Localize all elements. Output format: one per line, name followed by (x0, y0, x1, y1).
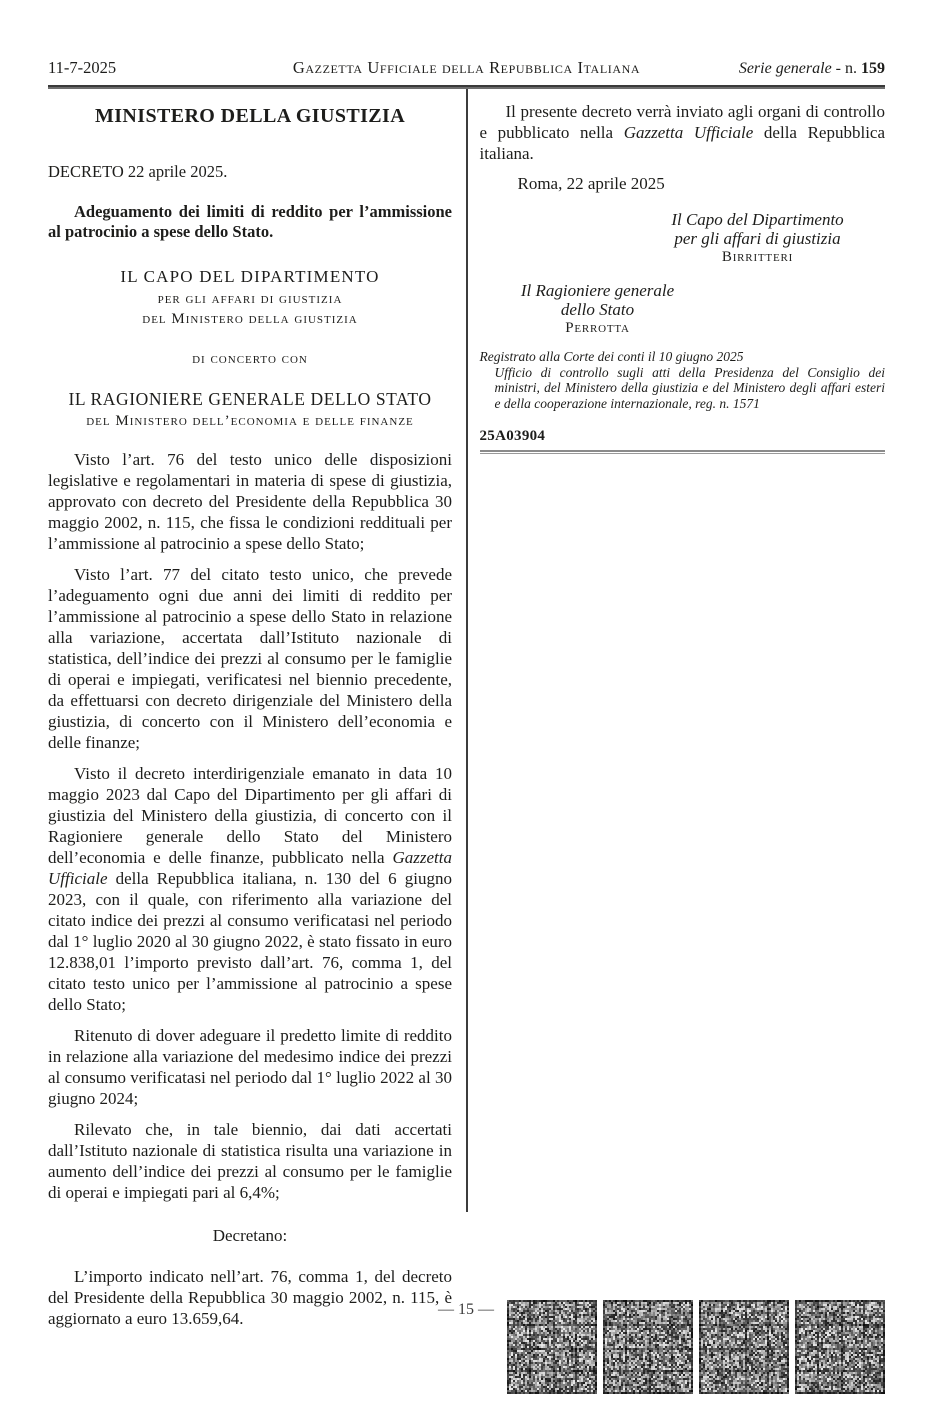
registration-office: Ufficio di controllo sugli atti della Presidenza del Consiglio dei ministri, del Ministero della giustizia e del Ministero degli affari esteri e della cooperazione internazionale, reg. n. 1571 (494, 364, 885, 411)
datamatrix-barcode-icon (699, 1300, 789, 1394)
signature-name: Perrotta (565, 320, 630, 336)
publication-title: Gazzetta Ufficiale della Repubblica Italiana (292, 58, 641, 77)
running-head (48, 58, 885, 78)
series-label: Serie generale (738, 60, 832, 77)
column-divider-rule (466, 89, 468, 1212)
decree-subject: Adeguamento dei limiti di reddito per l’ammissione al patrocinio a spese dello Stato. (48, 202, 452, 241)
authority-capo-subline-2: del Ministero della giustizia (142, 311, 358, 327)
paragraph-segment: Il presente decreto verrà inviato agli organi di controllo e pubblicato nella (479, 102, 885, 142)
decretano-heading: Decretano: (212, 1226, 288, 1245)
series-number-prefix: - n. (831, 60, 861, 77)
barcode-strip (507, 1300, 885, 1394)
page-number: — 15 — (438, 1301, 494, 1318)
paragraph-ritenuto: Ritenuto di dover adeguare il predetto limite di reddito in relazione alla variazione del medesimo indice dei prezzi al consumo verificatasi nel periodo dal 1° luglio 2022 al 30 giugno 2024; (48, 1026, 452, 1108)
authority-capo-heading: IL CAPO DEL DIPARTIMENTO (120, 267, 380, 286)
paragraph-presente-decreto (480, 101, 886, 164)
issue-date: 11-7-2025 (48, 58, 117, 77)
series-info (705, 60, 885, 78)
paragraph-segment: della Repubblica italiana, n. 130 del 6 giugno 2023, con il quale, con riferimento alla variazione del citato indice dei prezzi al consumo verificatasi nel periodo dal 1° luglio 2020 al 30 giugno 2022, è stato fissato in euro 12.838,01 l’importo previsto dall’art. 76, comma 1, del citato testo unico per l’ammissione al patrocinio a spese dello Stato; (48, 869, 452, 1014)
series-number: 159 (861, 60, 885, 77)
signature-role: Il Capo del Dipartimento (671, 210, 844, 229)
paragraph-importo-aggiornato: L’importo indicato nell’art. 76, comma 1, del decreto del Presidente della Repubblica 30 maggio 2002, n. 115, è aggiornato a euro 13.659,64. (48, 1267, 452, 1328)
signature-name: Birritteri (721, 249, 794, 265)
signature-capo-dipartimento (630, 210, 885, 266)
signature-role: Il Ragioniere generale (520, 281, 675, 300)
right-column (480, 89, 886, 1214)
registration-note (480, 349, 886, 411)
authority-capo-subline-1: per gli affari di giustizia (157, 291, 343, 307)
decree-preamble (48, 449, 452, 1329)
datamatrix-barcode-icon (795, 1300, 885, 1394)
signature-role: dello Stato (560, 300, 635, 319)
signature-ragioniere-generale (488, 281, 708, 337)
authority-capo-subline (48, 289, 452, 329)
decree-date-line: DECRETO 22 aprile 2025. (48, 162, 228, 181)
authority-ragioniere-heading: IL RAGIONIERE GENERALE DELLO STATO (68, 389, 432, 409)
paragraph-visto-art-77: Visto l’art. 77 del citato testo unico, che prevede l’adeguamento ogni due anni dei limiti di reddito per l’ammissione al patrocinio a spese dello Stato in relazione alla variazione, accertata dall’Istituto nazionale di statistica, dell’indice dei prezzi al consumo per le famiglie di operai e impiegati, verificatesi nel biennio precedente, da effettuarsi con decreto dirigenziale del Ministero della giustizia, di concerto con il Ministero dell’economia e delle finanze; (48, 565, 452, 752)
datamatrix-barcode-icon (507, 1300, 597, 1394)
paragraph-visto-art-76: Visto l’art. 76 del testo unico delle disposizioni legislative e regolamentari in materia di spese di giustizia, approvato con decreto del Presidente della Repubblica 30 maggio 2002, n. 115, che fissa le condizioni reddituali per l’ammissione al patrocinio a spese dello Stato; (48, 450, 452, 553)
paragraph-segment: della Repubblica italiana. (479, 123, 886, 163)
paragraph-segment: Visto il decreto interdirigenziale emanato in data 10 maggio 2023 dal Capo del Dipartimento per gli affari di giustizia del Ministero della giustizia, di concerto con il Ragioniere generale dello Stato del Ministero dell’economia e delle finanze, pubblicato nella (48, 764, 452, 867)
registration-line: Registrato alla Corte dei conti il 10 giugno 2025 (479, 349, 744, 364)
authority-ragioniere-subline: del Ministero dell’economia e delle finanze (86, 413, 414, 429)
gazzetta-ufficiale-italic: Gazzetta Ufficiale (48, 848, 452, 888)
gazzetta-ufficiale-italic: Gazzetta Ufficiale (623, 123, 754, 142)
signature-role: per gli affari di giustizia (674, 229, 841, 248)
di-concerto-con: di concerto con (192, 351, 308, 367)
two-column-body (48, 89, 886, 1328)
gazette-page (0, 58, 932, 1413)
end-of-act-rule (480, 450, 886, 454)
ministry-heading: MINISTERO DELLA GIUSTIZIA (94, 105, 406, 127)
act-code: 25A03904 (479, 428, 546, 444)
paragraph-visto-decreto-2023 (48, 763, 452, 1015)
left-column (48, 89, 452, 1328)
paragraph-rilevato: Rilevato che, in tale biennio, dai dati accertati dall’Istituto nazionale di statistica risulta una variazione in aumento dell’indice dei prezzi al consumo per le famiglie di operai e impiegati pari al 6,4%; (48, 1120, 452, 1202)
datamatrix-barcode-icon (603, 1300, 693, 1394)
place-and-date: Roma, 22 aprile 2025 (517, 174, 665, 193)
